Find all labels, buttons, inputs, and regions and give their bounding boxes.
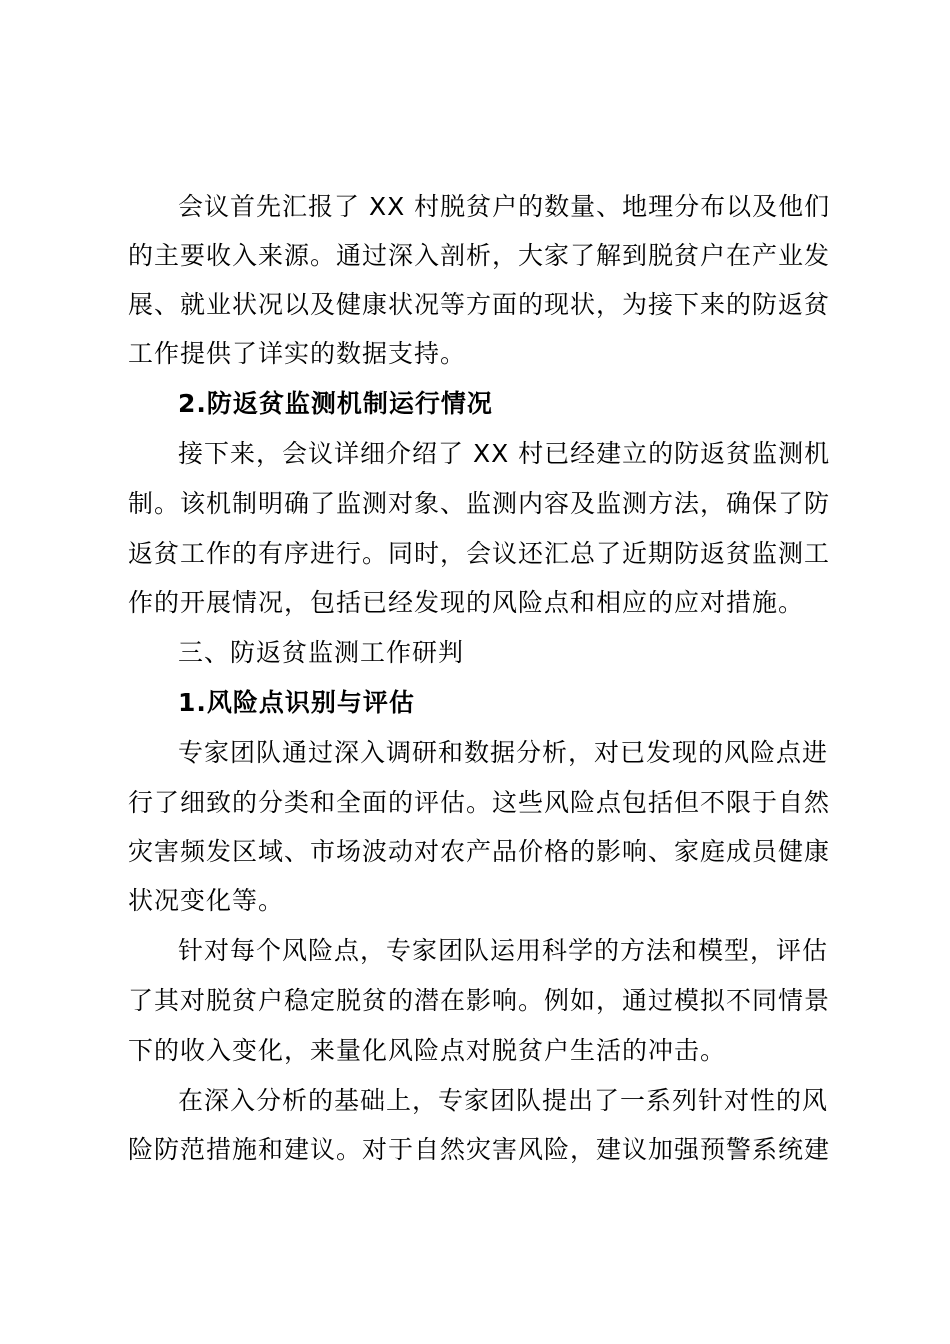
paragraph-line: 工作提供了详实的数据支持。	[128, 339, 467, 368]
paragraph-line: 返贫工作的有序进行。同时，会议还汇总了近期防返贫监测工	[128, 539, 831, 568]
paragraph-line: 在深入分析的基础上，专家团队提出了一系列针对性的风	[178, 1086, 829, 1115]
section-heading: 2.防返贫监测机制运行情况	[178, 389, 493, 418]
paragraph-line: 展、就业状况以及健康状况等方面的现状，为接下来的防返贫	[128, 290, 831, 319]
paragraph-line: 针对每个风险点，专家团队运用科学的方法和模型，评估	[178, 936, 829, 965]
chapter-heading: 三、防返贫监测工作研判	[178, 638, 465, 667]
paragraph-line: 下的收入变化，来量化风险点对脱贫户生活的冲击。	[128, 1036, 727, 1065]
paragraph-line: 会议首先汇报了 XX 村脱贫户的数量、地理分布以及他们	[178, 192, 831, 221]
paragraph-line: 作的开展情况，包括已经发现的风险点和相应的应对措施。	[128, 588, 805, 617]
paragraph-line: 了其对脱贫户稳定脱贫的潜在影响。例如，通过模拟不同情景	[128, 986, 831, 1015]
paragraph-line: 险防范措施和建议。对于自然灾害风险，建议加强预警系统建	[128, 1135, 831, 1164]
paragraph-line: 的主要收入来源。通过深入剖析，大家了解到脱贫户在产业发	[128, 241, 831, 270]
paragraph-line: 接下来，会议详细介绍了 XX 村已经建立的防返贫监测机	[178, 439, 831, 468]
paragraph-line: 状况变化等。	[128, 886, 285, 915]
paragraph-line: 制。该机制明确了监测对象、监测内容及监测方法，确保了防	[128, 489, 831, 518]
paragraph-line: 行了细致的分类和全面的评估。这些风险点包括但不限于自然	[128, 788, 831, 817]
paragraph-line: 专家团队通过深入调研和数据分析，对已发现的风险点进	[178, 738, 829, 767]
section-heading: 1.风险点识别与评估	[178, 688, 415, 717]
paragraph-line: 灾害频发区域、市场波动对农产品价格的影响、家庭成员健康	[128, 837, 831, 866]
